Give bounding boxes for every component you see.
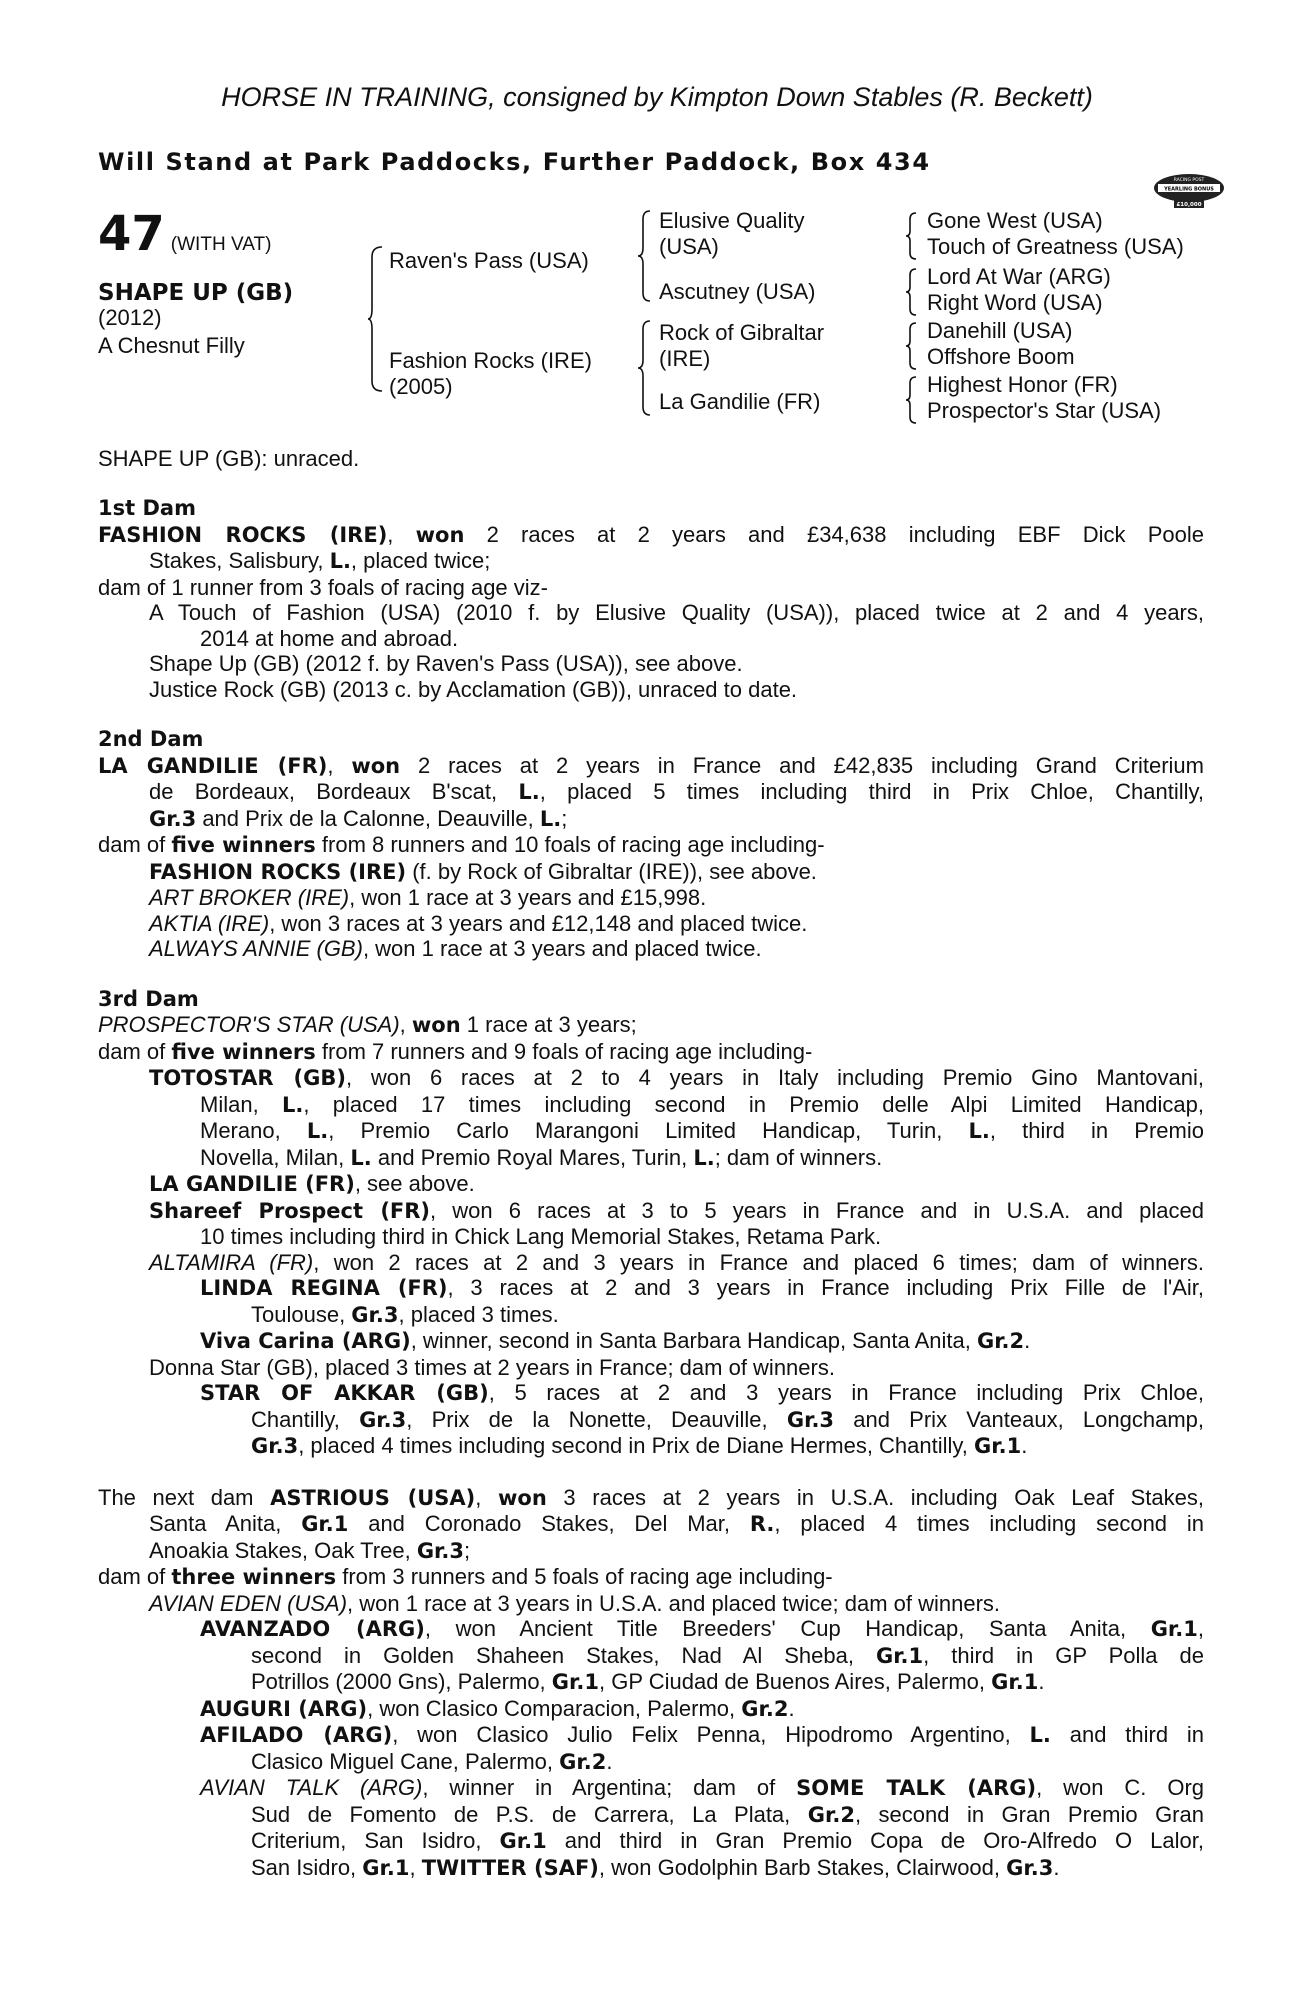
text: , Premio Carlo Marangoni Limited Handicap, Turin, bbox=[328, 1118, 969, 1143]
text: , placed 5 times including third in Prix Chloe, Chantilly, bbox=[539, 779, 1204, 804]
bold-text: Gr.1 bbox=[991, 1670, 1039, 1694]
text-line bbox=[98, 1538, 1204, 1565]
horse-year: (2012) bbox=[98, 305, 162, 330]
bold-text: L. bbox=[968, 1119, 990, 1143]
text: , bbox=[475, 1484, 499, 1510]
text: 2014 at home and abroad. bbox=[200, 625, 459, 651]
horse-name: SHAPE UP (GB) bbox=[98, 280, 294, 306]
bold-text: R. bbox=[749, 1512, 775, 1536]
horse-description: A Chesnut Filly bbox=[98, 333, 245, 358]
text-line bbox=[98, 1065, 1204, 1092]
text-line bbox=[98, 1775, 1204, 1802]
text: , bbox=[387, 521, 416, 547]
bold-text: L. bbox=[329, 549, 351, 573]
bold-text: Gr.3 bbox=[359, 1407, 407, 1432]
bold-text: LA GANDILIE (FR) bbox=[149, 1172, 355, 1196]
bold-text: L. bbox=[281, 1092, 304, 1117]
section-gap bbox=[98, 962, 1204, 987]
text-line bbox=[98, 1564, 1204, 1591]
bold-text: Gr.1 bbox=[499, 1829, 547, 1853]
bold-text: three winners bbox=[171, 1565, 337, 1589]
text-line bbox=[98, 1275, 1204, 1302]
pedigree-dam-line2: (2005) bbox=[389, 374, 453, 399]
text-line bbox=[98, 1302, 1204, 1329]
bold-text: five winners bbox=[171, 833, 316, 857]
text: Donna Star (GB), placed 3 times at 2 years in France; dam of winners. bbox=[149, 1354, 835, 1380]
bold-text: Gr.2 bbox=[807, 1802, 855, 1827]
text-line bbox=[98, 1145, 1204, 1172]
text-line bbox=[98, 1696, 1204, 1723]
pedigree-dam-sire-1: Rock of Gibraltar bbox=[659, 320, 825, 345]
text: Santa Anita, bbox=[149, 1511, 302, 1536]
bold-text: Gr.3 bbox=[416, 1538, 465, 1563]
pedigree-g3-8: Prospector's Star (USA) bbox=[927, 398, 1162, 423]
italic-text: ART BROKER (IRE) bbox=[149, 885, 350, 910]
text: and third in Gran Premio Copa de Oro-Alfredo O Lalor, bbox=[546, 1828, 1205, 1853]
text: ; bbox=[561, 805, 568, 831]
pedigree-sire-sire-1: Elusive Quality bbox=[659, 208, 805, 233]
pedigree-sire-dam: Ascutney (USA) bbox=[659, 279, 816, 304]
text-line bbox=[98, 753, 1204, 780]
text: 2 races at 2 years and £34,638 including EBF Dick Poole bbox=[464, 521, 1204, 547]
bold-text: LINDA REGINA (FR) bbox=[200, 1276, 448, 1300]
text: , bbox=[399, 1012, 412, 1037]
text: , winner in Argentina; dam of bbox=[422, 1775, 797, 1800]
text: San Isidro, bbox=[251, 1854, 363, 1880]
pedigree-sire-sire-2: (USA) bbox=[659, 234, 719, 259]
text: , won 6 races at 3 to 5 years in France and in U.S.A. and placed bbox=[430, 1197, 1204, 1223]
bold-text: five winners bbox=[171, 1039, 316, 1064]
bold-text: Gr.1 bbox=[551, 1670, 599, 1694]
text: dam of bbox=[98, 1038, 172, 1064]
lot-number: 47 bbox=[98, 206, 165, 262]
text: , bbox=[327, 752, 352, 778]
text: , 5 races at 2 and 3 years in France including Prix Chloe, bbox=[488, 1380, 1204, 1405]
text: , placed 4 times including second in bbox=[774, 1511, 1204, 1536]
text: Toulouse, bbox=[251, 1301, 352, 1327]
text-line bbox=[98, 626, 1204, 652]
text: Novella, Milan, bbox=[200, 1144, 351, 1170]
text: The next dam bbox=[98, 1484, 271, 1510]
text: Merano, bbox=[200, 1118, 307, 1143]
text: , won 1 race at 3 years and placed twice. bbox=[362, 936, 762, 961]
italic-text: PROSPECTOR'S STAR (USA) bbox=[98, 1012, 400, 1037]
text: Anoakia Stakes, Oak Tree, bbox=[149, 1537, 417, 1563]
text-line bbox=[98, 1328, 1204, 1355]
text-line bbox=[98, 1198, 1204, 1225]
text: , won Clasico Comparacion, Palermo, bbox=[367, 1695, 742, 1721]
text: de Bordeaux, Bordeaux B'scat, bbox=[149, 779, 519, 804]
pedigree-dam-dam: La Gandilie (FR) bbox=[659, 389, 821, 414]
section-heading: 3rd Dam bbox=[98, 986, 199, 1011]
text: . bbox=[1021, 1433, 1028, 1458]
text: Milan, bbox=[200, 1091, 282, 1117]
pedigree-g3-7: Highest Honor (FR) bbox=[927, 372, 1118, 397]
bold-text: LA GANDILIE (FR) bbox=[98, 753, 328, 778]
text-line bbox=[98, 1355, 1204, 1381]
text: from 7 runners and 9 foals of racing age including- bbox=[315, 1038, 813, 1064]
pedigree-g3-4: Right Word (USA) bbox=[927, 290, 1103, 315]
bold-text: L. bbox=[518, 780, 540, 804]
text-line bbox=[98, 575, 1204, 601]
text: , won Clasico Julio Felix Penna, Hipodromo Argentino, bbox=[392, 1722, 1030, 1747]
text-line bbox=[98, 600, 1204, 626]
text: , second in Gran Premio Gran bbox=[854, 1801, 1204, 1827]
text: 1 race at 3 years; bbox=[460, 1012, 637, 1037]
pedigree-bracket-g3-3 bbox=[906, 322, 918, 370]
bold-text: won bbox=[415, 522, 465, 547]
pedigree-bracket-g3-2 bbox=[906, 268, 918, 316]
bold-text: ASTRIOUS (USA) bbox=[270, 1485, 476, 1510]
text: , third in GP Polla de bbox=[923, 1642, 1205, 1668]
text-line bbox=[98, 1012, 1204, 1039]
text-line bbox=[98, 1591, 1204, 1617]
text: and Coronado Stakes, Del Mar, bbox=[348, 1511, 750, 1536]
pedigree-dam-sire-2: (IRE) bbox=[659, 346, 711, 371]
text: dam of bbox=[98, 832, 172, 857]
pedigree-g3-5: Danehill (USA) bbox=[927, 318, 1073, 343]
text: and third in bbox=[1050, 1722, 1205, 1747]
logo-text-bottom: £10,000 bbox=[1176, 202, 1202, 208]
bold-text: Shareef Prospect (FR) bbox=[149, 1198, 431, 1223]
section-gap bbox=[98, 1460, 1204, 1485]
bold-text: won bbox=[351, 753, 401, 778]
text-line bbox=[98, 1669, 1204, 1696]
text: , won 2 races at 2 and 3 years in France and placed 6 times; dam of winners. bbox=[313, 1249, 1204, 1275]
text-line bbox=[98, 1250, 1204, 1276]
text: , won C. Org bbox=[1036, 1775, 1205, 1800]
text: , GP Ciudad de Buenos Aires, Palermo, bbox=[598, 1669, 992, 1694]
text: , third in Premio bbox=[989, 1118, 1204, 1143]
text-line bbox=[98, 806, 1204, 833]
bold-text: L. bbox=[693, 1145, 715, 1170]
bold-text: Gr.1 bbox=[301, 1512, 349, 1536]
text: . bbox=[1024, 1328, 1031, 1353]
text-line bbox=[98, 1092, 1204, 1119]
text: and Prix de la Calonne, Deauville, bbox=[196, 805, 540, 831]
text: Justice Rock (GB) (2013 c. by Acclamation (GB)), unraced to date. bbox=[149, 676, 798, 702]
text: . bbox=[1053, 1854, 1060, 1880]
italic-text: ALWAYS ANNIE (GB) bbox=[149, 936, 363, 961]
text-line bbox=[98, 1118, 1204, 1145]
text-line bbox=[98, 1722, 1204, 1749]
bold-text: L. bbox=[306, 1119, 329, 1143]
pedigree-bracket-sire bbox=[638, 210, 652, 302]
bold-text: Gr.3 bbox=[1006, 1855, 1054, 1880]
bold-text: FASHION ROCKS (IRE) bbox=[98, 522, 388, 547]
text: and Prix Vanteaux, Longchamp, bbox=[834, 1406, 1204, 1432]
text: ; bbox=[464, 1537, 471, 1563]
text: Chantilly, bbox=[251, 1406, 360, 1432]
bold-text: Gr.3 bbox=[786, 1407, 835, 1432]
text: . bbox=[1038, 1669, 1045, 1694]
bold-text: SOME TALK (ARG) bbox=[796, 1776, 1037, 1800]
text-line bbox=[98, 832, 1204, 859]
text: dam of 1 runner from 3 foals of racing age viz- bbox=[98, 574, 548, 600]
bold-text: Gr.2 bbox=[976, 1329, 1025, 1353]
text: second in Golden Shaheen Stakes, Nad Al Sheba, bbox=[251, 1642, 876, 1668]
text-line bbox=[98, 779, 1204, 806]
section-gap bbox=[98, 702, 1204, 727]
text-line bbox=[98, 677, 1204, 703]
text: , Prix de la Nonette, Deauville, bbox=[406, 1406, 787, 1432]
text: , placed 17 times including second in Premio delle Alpi Limited Handicap, bbox=[303, 1091, 1205, 1117]
text: dam of bbox=[98, 1564, 172, 1589]
pedigree-bracket-gen1 bbox=[368, 246, 384, 392]
text-line bbox=[98, 1855, 1204, 1882]
text: , see above. bbox=[354, 1171, 475, 1196]
pedigree-bracket-g3-4 bbox=[906, 376, 918, 424]
text-line bbox=[98, 1749, 1204, 1776]
pedigree-sire: Raven's Pass (USA) bbox=[389, 248, 589, 273]
text-line bbox=[98, 1039, 1204, 1066]
text: , won 3 races at 3 years and £12,148 and placed twice. bbox=[269, 910, 808, 936]
bold-text: L. bbox=[539, 806, 562, 831]
text-line bbox=[98, 1828, 1204, 1855]
pedigree-g3-6: Offshore Boom bbox=[927, 344, 1075, 369]
bold-text: Gr.2 bbox=[559, 1749, 607, 1774]
text-line bbox=[98, 1407, 1204, 1434]
text-line bbox=[98, 859, 1204, 886]
text-line bbox=[98, 1643, 1204, 1670]
stand-location: Will Stand at Park Paddocks, Further Paddock, Box 434 bbox=[98, 148, 931, 176]
bold-text: won bbox=[498, 1485, 547, 1510]
text: , won 6 races at 2 to 4 years in Italy including Premio Gino Mantovani, bbox=[345, 1065, 1204, 1090]
text: , won Ancient Title Breeders' Cup Handicap, Santa Anita, bbox=[424, 1616, 1151, 1641]
text: . bbox=[606, 1748, 613, 1774]
text: , bbox=[409, 1854, 422, 1880]
text-line bbox=[98, 1171, 1204, 1198]
bold-text: Gr.2 bbox=[741, 1696, 789, 1721]
italic-text: ALTAMIRA (FR) bbox=[149, 1249, 314, 1275]
italic-text: AVIAN TALK (ARG) bbox=[200, 1775, 423, 1800]
text-line bbox=[98, 1433, 1204, 1460]
text-line bbox=[98, 522, 1204, 549]
text: , won 1 race at 3 years and £15,998. bbox=[349, 885, 707, 910]
text: Sud de Fomento de P.S. de Carrera, La Plata, bbox=[251, 1801, 808, 1827]
text-line bbox=[98, 1616, 1204, 1643]
text: and Premio Royal Mares, Turin, bbox=[371, 1144, 694, 1170]
lot-header bbox=[98, 206, 271, 262]
text: from 8 runners and 10 foals of racing age including- bbox=[315, 832, 825, 857]
bold-text: Gr.3 bbox=[351, 1302, 399, 1327]
text: from 3 runners and 5 foals of racing age including- bbox=[336, 1564, 833, 1589]
bold-text: Gr.1 bbox=[974, 1434, 1022, 1458]
text: , 3 races at 2 and 3 years in France including Prix Fille de l'Air, bbox=[447, 1275, 1204, 1300]
bold-text: Gr.3 bbox=[149, 806, 197, 831]
bold-text: TWITTER (SAF) bbox=[421, 1855, 599, 1880]
pedigree-bracket-g3-1 bbox=[906, 212, 918, 260]
text: , bbox=[1197, 1616, 1205, 1641]
text: Criterium, San Isidro, bbox=[251, 1828, 500, 1853]
lot-vat: (WITH VAT) bbox=[170, 234, 272, 255]
pedigree-bracket-dam bbox=[638, 320, 652, 416]
text-line bbox=[98, 1485, 1204, 1512]
bold-text: L. bbox=[350, 1145, 372, 1170]
text: , placed twice; bbox=[350, 548, 491, 573]
bold-text: won bbox=[411, 1013, 461, 1037]
text: , winner, second in Santa Barbara Handicap, Santa Anita, bbox=[410, 1328, 977, 1353]
bold-text: Gr.3 bbox=[251, 1434, 299, 1458]
bold-text: TOTOSTAR (GB) bbox=[149, 1066, 346, 1090]
text-line bbox=[98, 936, 1204, 962]
bold-text: Gr.1 bbox=[362, 1855, 410, 1880]
text-line bbox=[98, 1802, 1204, 1829]
text: Potrillos (2000 Gns), Palermo, bbox=[251, 1669, 552, 1694]
text: 2 races at 2 years in France and £42,835 including Grand Criterium bbox=[400, 752, 1204, 778]
consignment-line: HORSE IN TRAINING, consigned by Kimpton Down Stables (R. Beckett) bbox=[221, 82, 1093, 112]
section-heading: 2nd Dam bbox=[98, 727, 204, 751]
pedigree-g3-3: Lord At War (ARG) bbox=[927, 264, 1111, 289]
text-line bbox=[98, 911, 1204, 937]
text-line bbox=[98, 548, 1204, 575]
family-sections bbox=[98, 496, 1204, 1881]
text: . bbox=[788, 1695, 795, 1721]
bold-text: AUGURI (ARG) bbox=[200, 1696, 368, 1721]
bold-text: L. bbox=[1029, 1723, 1051, 1747]
pedigree-g3-2: Touch of Greatness (USA) bbox=[927, 234, 1184, 259]
pedigree-g3-1: Gone West (USA) bbox=[927, 208, 1103, 233]
text-line bbox=[98, 1511, 1204, 1538]
text: 10 times including third in Chick Lang Memorial Stakes, Retama Park. bbox=[200, 1224, 882, 1249]
bold-text: AFILADO (ARG) bbox=[200, 1723, 393, 1747]
text: , placed 3 times. bbox=[398, 1301, 559, 1327]
pedigree-dam-line1: Fashion Rocks (IRE) bbox=[389, 348, 592, 373]
bold-text: Viva Carina (ARG) bbox=[200, 1329, 411, 1353]
text: (f. by Rock of Gibraltar (IRE)), see above. bbox=[406, 858, 817, 884]
text: , placed 4 times including second in Prix de Diane Hermes, Chantilly, bbox=[298, 1433, 975, 1458]
italic-text: AKTIA (IRE) bbox=[149, 910, 270, 936]
text: A Touch of Fashion (USA) (2010 f. by Elusive Quality (USA)), placed twice at 2 and 4 years, bbox=[149, 600, 1204, 625]
text: Shape Up (GB) (2012 f. by Raven's Pass (USA)), see above. bbox=[149, 651, 743, 676]
logo-text-middle: YEARLING BONUS bbox=[1164, 186, 1214, 193]
text-line bbox=[98, 885, 1204, 911]
bold-text: FASHION ROCKS (IRE) bbox=[149, 859, 407, 884]
bold-text: STAR OF AKKAR (GB) bbox=[200, 1381, 489, 1405]
text-line bbox=[98, 1224, 1204, 1250]
race-record-note: SHAPE UP (GB): unraced. bbox=[98, 446, 360, 471]
text: , won Godolphin Barb Stakes, Clairwood, bbox=[598, 1854, 1007, 1880]
logo-text-top: RACING POST bbox=[1173, 178, 1205, 183]
section-heading: 1st Dam bbox=[98, 496, 196, 520]
yearling-bonus-logo bbox=[1152, 168, 1226, 210]
bold-text: Gr.1 bbox=[875, 1643, 924, 1668]
text-line bbox=[98, 1380, 1204, 1407]
text: Clasico Miguel Cane, Palermo, bbox=[251, 1748, 560, 1774]
bold-text: Gr.1 bbox=[1150, 1617, 1198, 1641]
text: ; dam of winners. bbox=[714, 1144, 883, 1170]
italic-text: AVIAN EDEN (USA) bbox=[149, 1590, 348, 1616]
text: Stakes, Salisbury, bbox=[149, 548, 330, 573]
text: 3 races at 2 years in U.S.A. including Oak Leaf Stakes, bbox=[546, 1484, 1204, 1510]
bold-text: AVANZADO (ARG) bbox=[200, 1617, 425, 1641]
text-line bbox=[98, 651, 1204, 677]
text: , won 1 race at 3 years in U.S.A. and placed twice; dam of winners. bbox=[347, 1590, 1001, 1616]
